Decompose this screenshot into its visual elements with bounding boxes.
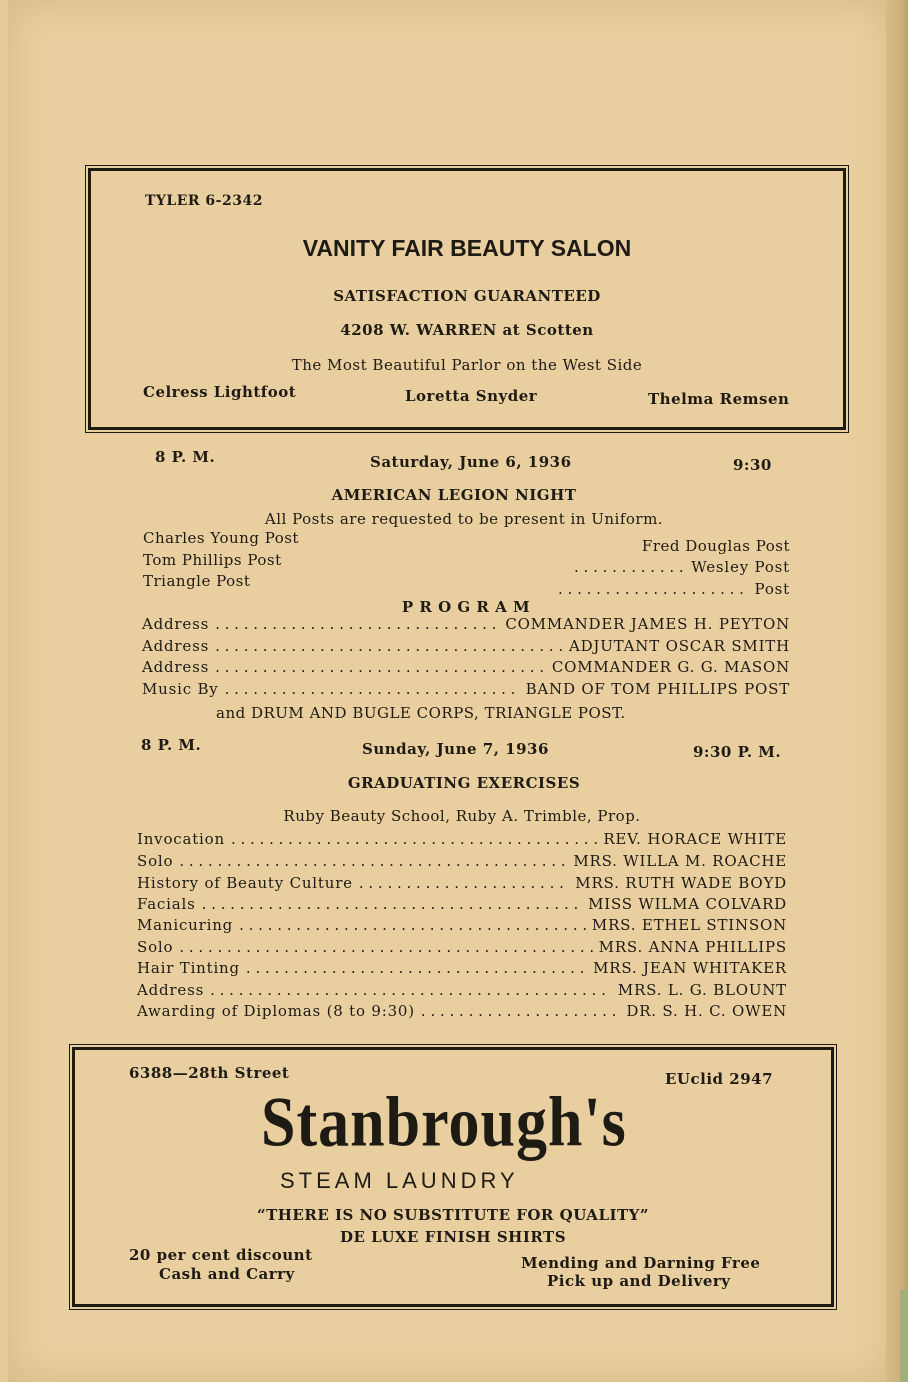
vanity-staff-3: Thelma Remsen xyxy=(648,390,790,408)
vanity-tagline: The Most Beautiful Parlor on the West Side xyxy=(291,356,643,374)
sun-program-row-7: Hair Tinting . . . MRS. JEAN WHITAKER xyxy=(137,959,787,977)
sun-program-row-6: Solo . . . MRS. ANNA PHILLIPS xyxy=(137,938,787,956)
laundry-shirts: DE LUXE FINISH SHIRTS xyxy=(339,1228,567,1246)
laundry-discount: 20 per cent discount xyxy=(129,1246,313,1264)
sat-note: All Posts are requested to be present in Uniform. xyxy=(264,510,664,528)
laundry-quote: “THERE IS NO SUBSTITUTE FOR QUALITY” xyxy=(256,1206,650,1224)
sat-post-right-1: Fred Douglas Post xyxy=(641,537,790,555)
sat-post-left-2: Tom Phillips Post xyxy=(143,551,282,569)
sat-post-left-1: Charles Young Post xyxy=(143,529,299,547)
sat-program-row-2: Address . . . ADJUTANT OSCAR SMITH xyxy=(142,637,790,655)
vanity-phone: TYLER 6-2342 xyxy=(145,193,263,209)
sun-title: GRADUATING EXERCISES xyxy=(347,774,581,792)
sat-program-row-4: Music By . . . BAND OF TOM PHILLIPS POST xyxy=(142,680,790,698)
sat-date: Saturday, June 6, 1936 xyxy=(370,453,572,471)
sat-post-right-3: . . . Post xyxy=(552,580,790,598)
sat-time-end: 9:30 xyxy=(733,456,772,474)
sat-program-continuation: and DRUM AND BUGLE CORPS, TRIANGLE POST. xyxy=(216,704,626,722)
sat-time-start: 8 P. M. xyxy=(155,448,216,466)
sun-program-row-3: History of Beauty Culture . . . MRS. RUTH WADE BOYD xyxy=(137,874,787,892)
sun-time-end: 9:30 P. M. xyxy=(693,743,782,761)
laundry-subtitle: STEAM LAUNDRY xyxy=(280,1168,519,1193)
laundry-address: 6388—28th Street xyxy=(129,1064,290,1082)
sat-post-right-2: . . . Wesley Post xyxy=(568,558,790,576)
sat-program-row-1: Address . . . COMMANDER JAMES H. PEYTON xyxy=(142,615,790,633)
laundry-phone: EUclid 2947 xyxy=(665,1070,774,1088)
sun-program-row-1: Invocation . . . REV. HORACE WHITE xyxy=(137,830,787,848)
program-heading: P R O G R A M xyxy=(401,598,531,616)
sun-program-row-8: Address . . . MRS. L. G. BLOUNT xyxy=(137,981,787,999)
vanity-fair-ad xyxy=(88,168,846,430)
sun-date: Sunday, June 7, 1936 xyxy=(362,740,549,758)
sun-program-row-2: Solo . . . MRS. WILLA M. ROACHE xyxy=(137,852,787,870)
sun-time-start: 8 P. M. xyxy=(141,736,202,754)
sat-title: AMERICAN LEGION NIGHT xyxy=(331,486,577,504)
page-edge-tab xyxy=(900,1290,908,1382)
laundry-cash-carry: Cash and Carry xyxy=(159,1265,295,1283)
sat-post-left-3: Triangle Post xyxy=(143,572,251,590)
vanity-address: 4208 W. WARREN at Scotten xyxy=(340,321,594,339)
sun-program-row-4: Facials . . . MISS WILMA COLVARD xyxy=(137,895,787,913)
vanity-staff-1: Celress Lightfoot xyxy=(143,383,297,401)
sun-program-row-9: Awarding of Diplomas (8 to 9:30) . . . DR. S. H. C. OWEN xyxy=(137,1002,787,1020)
laundry-mending: Mending and Darning Free xyxy=(521,1254,761,1272)
page-edge xyxy=(886,0,908,1382)
sun-school: Ruby Beauty School, Ruby A. Trimble, Prop. xyxy=(283,807,641,825)
vanity-staff-2: Loretta Snyder xyxy=(405,387,538,405)
laundry-pickup: Pick up and Delivery xyxy=(547,1272,731,1290)
vanity-slogan: SATISFACTION GUARANTEED xyxy=(333,287,601,305)
laundry-name: Stanbrough's xyxy=(261,1083,627,1162)
stanbrough-laundry-ad xyxy=(72,1047,834,1307)
sat-program-row-3: Address . . . COMMANDER G. G. MASON xyxy=(142,658,790,676)
sun-program-row-5: Manicuring . . . MRS. ETHEL STINSON xyxy=(137,916,787,934)
vanity-title: VANITY FAIR BEAUTY SALON xyxy=(302,235,632,261)
